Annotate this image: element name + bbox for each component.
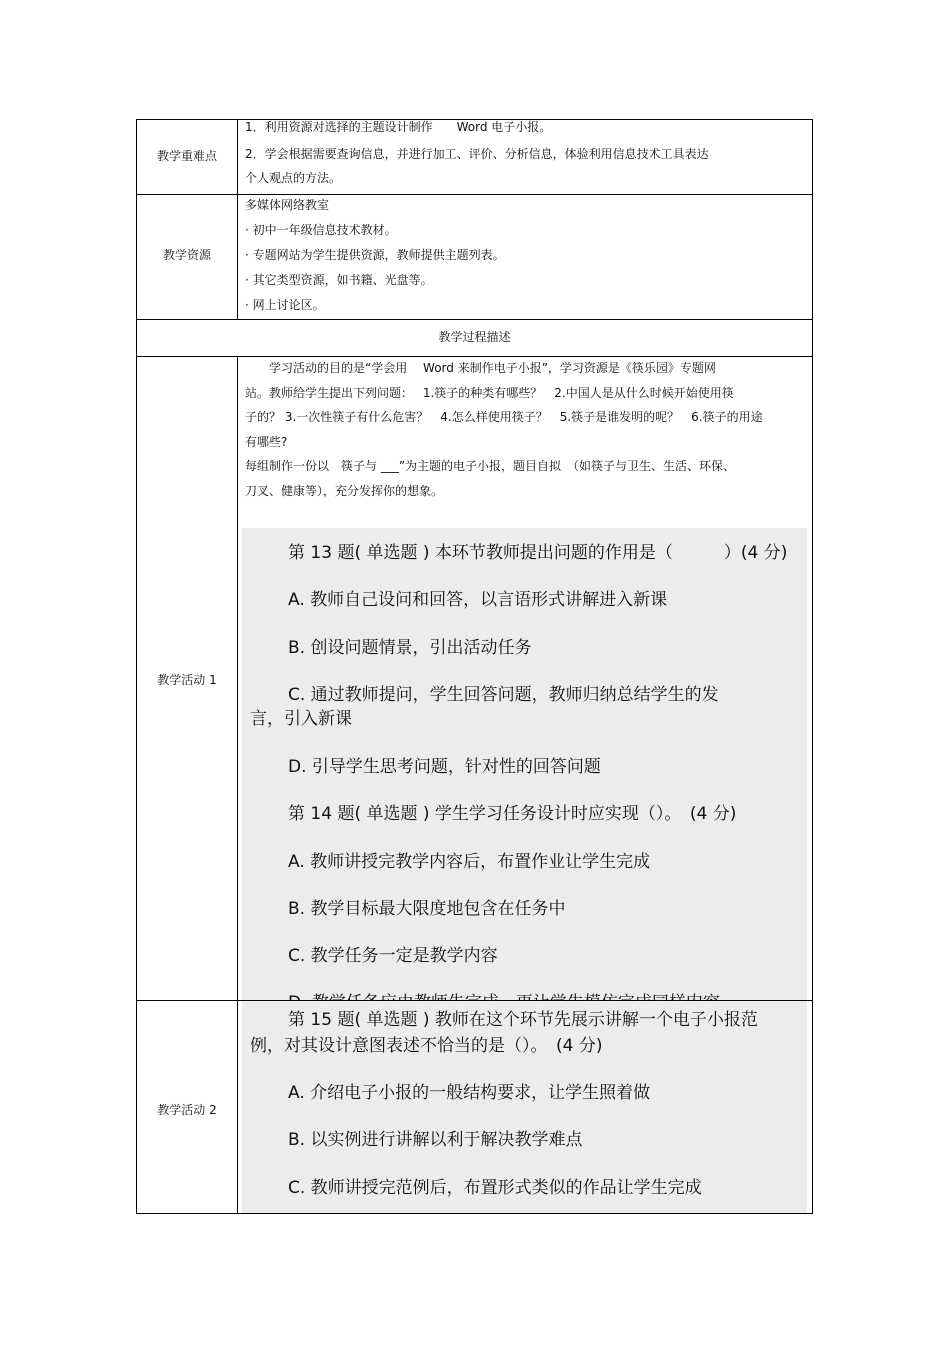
resource-line: · 其它类型资源，如书籍、光盘等。 [245, 273, 433, 287]
row-label-key-points: 教学重难点 [156, 149, 217, 163]
resource-line: · 初中一年级信息技术教材。 [245, 223, 397, 237]
row-label-activity-2: 教学活动 2 [157, 1103, 217, 1117]
question-13-title: 第 13 题( 单选题 ) 本环节教师提出问题的作用是（ ）(4 分) [288, 543, 788, 563]
key-point-line: 个人观点的方法。 [245, 171, 342, 185]
row-label-resources: 教学资源 [162, 248, 211, 262]
activity-text-line: 刀叉、健康等），充分发挥你的想象。 [245, 483, 444, 498]
question-14-option-c[interactable]: C. 教学任务一定是教学内容 [288, 946, 498, 966]
question-14-title: 第 14 题( 单选题 ) 学生学习任务设计时应实现（）。 (4 分) [288, 804, 737, 824]
key-points-content [245, 115, 804, 191]
question-14-option-a[interactable]: A. 教师讲授完教学内容后，布置作业让学生完成 [288, 852, 651, 872]
question-14-option-b[interactable]: B. 教学目标最大限度地包含在任务中 [288, 899, 566, 919]
lesson-plan-table [136, 119, 813, 1214]
activity-1-description [245, 356, 804, 503]
question-15-option-c[interactable]: C. 教师讲授完范例后，布置形式类似的作品让学生完成 [288, 1178, 702, 1198]
activity-text-line: 每组制作一份以 筷子与 ___”为主题的电子小报，题目自拟 （如筷子与卫生、生活、环保、 [245, 459, 736, 473]
quiz-panel-1 [242, 528, 807, 1000]
question-13-option-d[interactable]: D. 引导学生思考问题，针对性的回答问题 [288, 757, 601, 777]
question-15-title-cont: 例，对其设计意图表述不恰当的是（）。 (4 分) [250, 1036, 603, 1056]
question-15-option-a[interactable]: A. 介绍电子小报的一般结构要求，让学生照着做 [288, 1083, 651, 1103]
activity-text-line: 学习活动的目的是“学会用 Word 来制作电子小报”，学习资源是《筷乐园》专题网 [245, 361, 716, 375]
activity-text-line: 站。教师给学生提出下列问题： 1.筷子的种类有哪些？ 2.中国人是从什么时候开始使用筷 [245, 385, 734, 400]
column-divider [237, 120, 238, 319]
activity-text-line: 子的？ 3.一次性筷子有什么危害？ 4.怎么样使用筷子？ 5.筷子是谁发明的呢？ 6.筷子的用途 [245, 410, 763, 424]
row-divider [137, 319, 812, 320]
activity-text-line: 有哪些? [245, 434, 288, 449]
resources-content [245, 193, 804, 318]
key-point-line: 2．学会根据需要查询信息，并进行加工、评价、分析信息，体验利用信息技术工具表达 [245, 146, 709, 161]
question-13-option-c-cont: 言，引入新课 [250, 709, 352, 729]
key-point-line: 1．利用资源对选择的主题设计制作 Word 电子小报。 [245, 120, 552, 134]
process-header: 教学过程描述 [438, 330, 511, 344]
quiz-panel-2 [242, 1001, 807, 1213]
question-13-option-c[interactable]: C. 通过教师提问，学生回答问题，教师归纳总结学生的发 [288, 685, 719, 705]
question-13-option-a[interactable]: A. 教师自己设问和回答，以言语形式讲解进入新课 [288, 590, 668, 610]
column-divider [237, 356, 238, 1213]
row-label-activity-1: 教学活动 1 [157, 673, 217, 687]
question-15-option-b[interactable]: B. 以实例进行讲解以利于解决教学难点 [288, 1130, 583, 1150]
question-15-title: 第 15 题( 单选题 ) 教师在这个环节先展示讲解一个电子小报范 [288, 1010, 758, 1030]
resource-line: · 网上讨论区。 [245, 298, 325, 312]
resource-line: 多媒体网络教室 [245, 198, 330, 212]
question-13-option-b[interactable]: B. 创设问题情景，引出活动任务 [288, 638, 532, 658]
resource-line: · 专题网站为学生提供资源，教师提供主题列表。 [245, 248, 505, 262]
